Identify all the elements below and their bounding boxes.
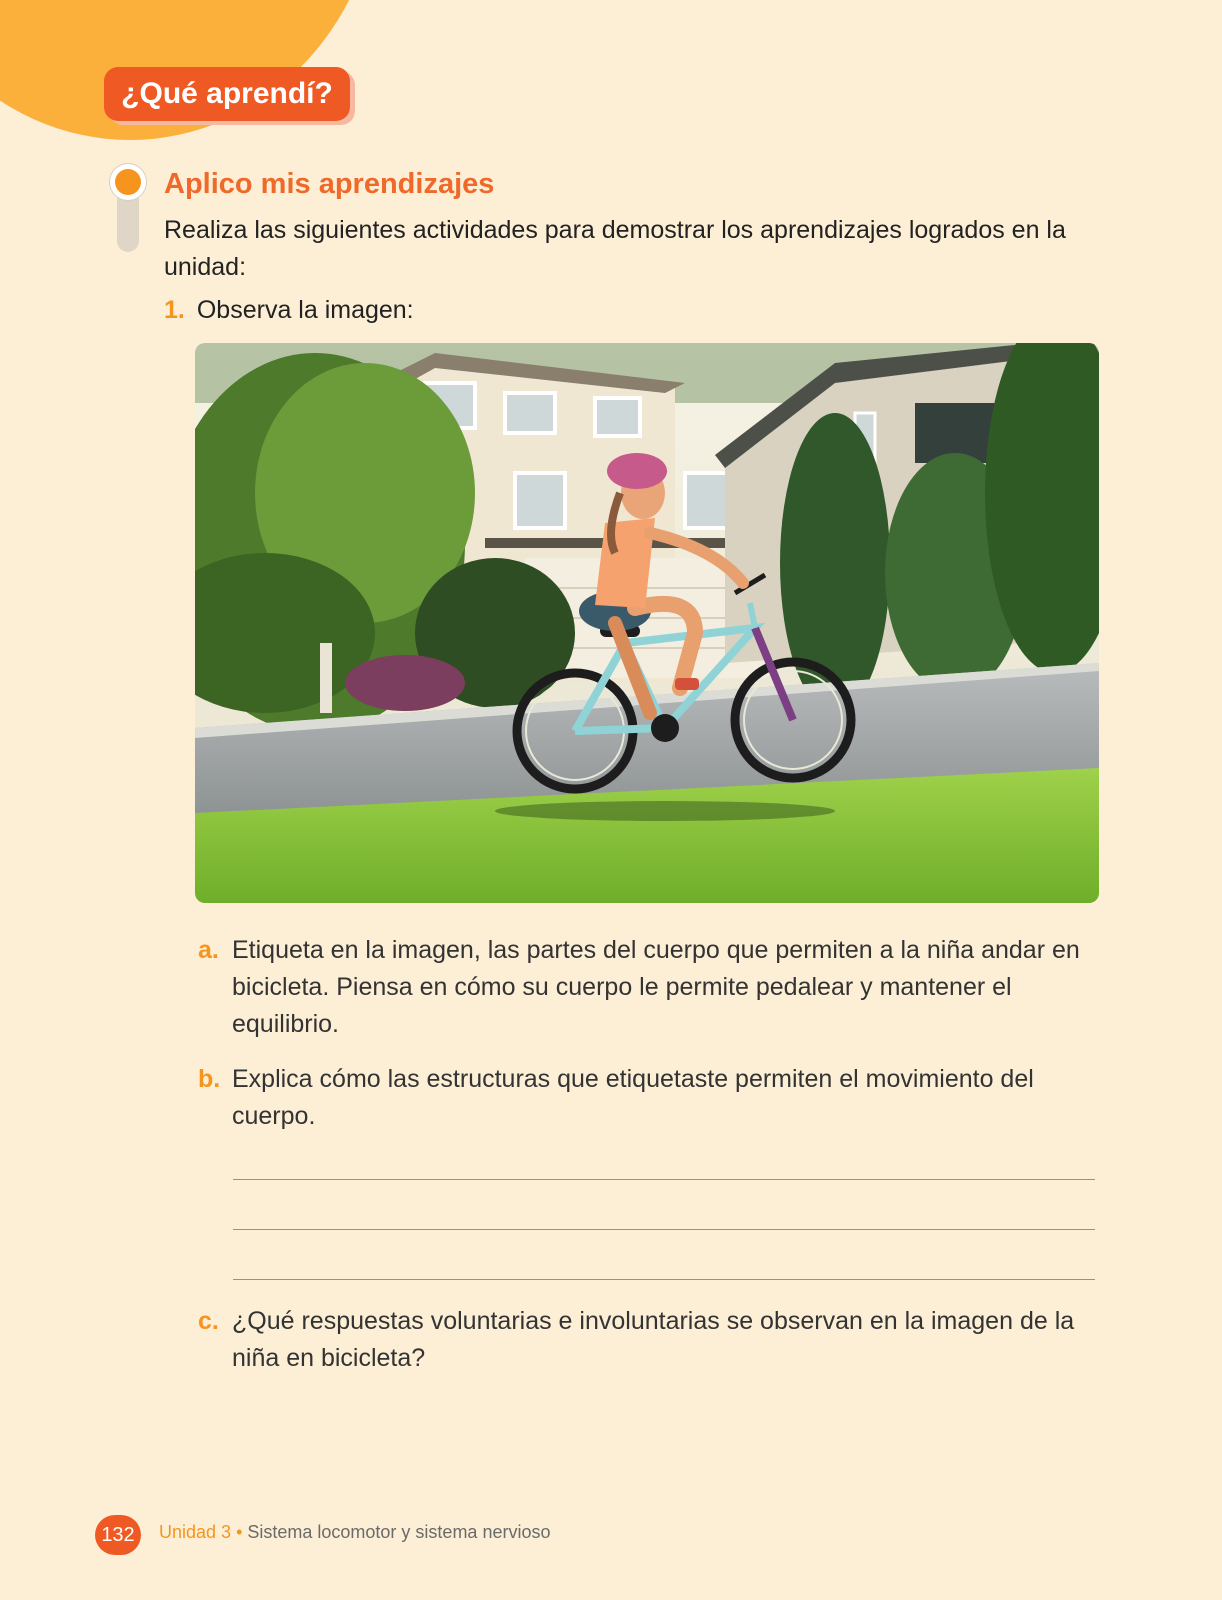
item-a-text: Etiqueta en la imagen, las partes del cuerpo que permiten a la niña andar en bicicleta. Piensa en cómo su cuerpo le permite pedalear y mantener el equilibrio. [232, 936, 1080, 1038]
item-b-letter: b. [198, 1065, 221, 1093]
page-title: ¿Qué aprendí? [104, 67, 350, 121]
item-b-text: Explica cómo las estructuras que etiquetaste permiten el movimiento del cuerpo. [232, 1065, 1034, 1130]
girl-on-bicycle-photo [195, 343, 1099, 903]
item-c-text: ¿Qué respuestas voluntarias e involuntarias se observan en la imagen de la niña en bicicleta? [232, 1307, 1075, 1372]
footer-caption [159, 1522, 550, 1543]
answer-line-2[interactable] [233, 1229, 1095, 1230]
question-1 [164, 292, 414, 329]
answer-line-1[interactable] [233, 1179, 1095, 1180]
footer-topic: Sistema locomotor y sistema nervioso [247, 1522, 551, 1542]
question-1-text: Observa la imagen: [196, 296, 414, 324]
item-c [198, 1303, 1098, 1377]
section-intro: Realiza las siguientes actividades para demostrar los aprendizajes logrados en la unidad: [164, 216, 1066, 281]
item-a-letter: a. [198, 936, 219, 964]
section-marker-dot-icon [110, 164, 146, 200]
question-1-number: 1. [164, 296, 185, 324]
item-c-letter: c. [198, 1307, 219, 1335]
item-b [198, 1061, 1098, 1135]
answer-line-3[interactable] [233, 1279, 1095, 1280]
page-number: 132 [95, 1515, 141, 1555]
item-a [198, 932, 1098, 1043]
footer-unit: Unidad 3 [159, 1522, 232, 1542]
footer-separator: • [231, 1522, 248, 1542]
section-title: Aplico mis aprendizajes [164, 168, 495, 200]
